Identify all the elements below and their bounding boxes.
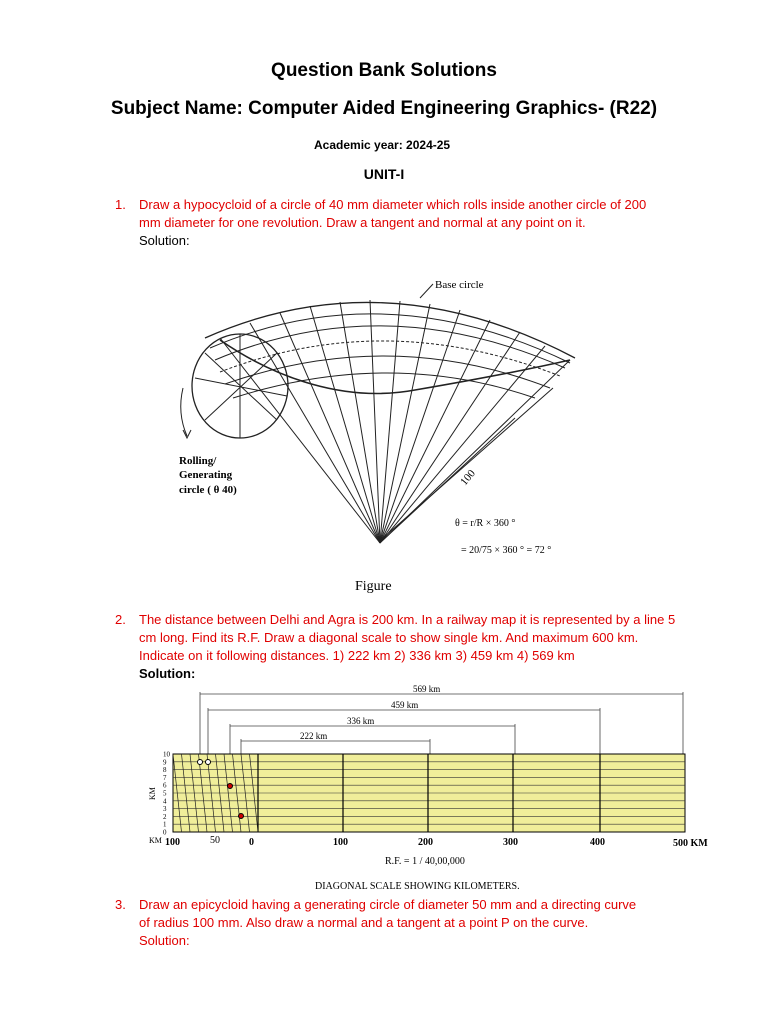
y-tick-label: 8 [163,766,167,775]
y-tick-label: 0 [163,828,167,837]
rolling-label-3: circle ( θ 40) [179,484,237,496]
question-number: 2. [115,612,126,627]
y-tick-label: 5 [163,789,167,798]
page-title: Question Bank Solutions [271,60,497,81]
dim-label-222: 222 km [300,731,328,741]
rolling-label-2: Generating [179,469,233,481]
x-tick-100-left: 100 [165,837,180,848]
x-tick-50: 50 [210,835,220,846]
question-line: Draw an epicycloid having a generating circle of diameter 50 mm and a directing curve [139,897,637,912]
question-number: 3. [115,897,126,912]
x-tick-0: 0 [249,837,254,848]
dim-label-569: 569 km [413,684,441,694]
formula-2: = 20/75 × 360 ° = 72 ° [461,545,552,556]
y-tick-label: 10 [163,750,170,759]
x-tick-100: 100 [333,837,348,848]
question-line: cm long. Find its R.F. Draw a diagonal scale to show single km. And maximum 600 km. [139,630,639,645]
y-tick-label: 6 [163,781,167,790]
question-line: Draw a hypocycloid of a circle of 40 mm diameter which rolls inside another circle of 200 [139,197,647,212]
question-number: 1. [115,197,126,212]
point-569 [198,760,203,765]
question-1 [115,196,699,250]
subject-name: Subject Name: Computer Aided Engineering Graphics- (R22) [110,98,658,119]
question-line: Indicate on it following distances. 1) 222 km 2) 336 km 3) 459 km 4) 569 km [139,648,575,663]
solution-label: Solution: [139,233,190,248]
question-3 [115,896,699,950]
point-336 [228,784,233,789]
unit-heading: UNIT-I [363,166,405,182]
x-tick-300: 300 [503,837,518,848]
formula-1: θ = r/R × 360 ° [455,518,516,529]
x-tick-500: 500 KM [673,838,708,849]
x-tick-km-left: KM [149,836,162,845]
rolling-label-1: Rolling/ [179,455,217,467]
solution-label: Solution: [139,933,190,948]
academic-year: Academic year: 2024-25 [314,138,451,152]
base-circle-label: Base circle [435,279,484,291]
radial-lines [220,300,570,543]
point-222 [239,814,244,819]
radius-label: 100 [458,467,478,488]
scale-caption: DIAGONAL SCALE SHOWING KILOMETERS. [315,881,520,892]
y-tick-label: 4 [163,797,167,806]
dim-label-459: 459 km [391,700,419,710]
solution-label: Solution: [139,666,196,681]
question-line: of radius 100 mm. Also draw a normal and a tangent at a point P on the curve. [139,915,589,930]
y-tick-label: 1 [163,820,167,829]
hypocycloid-figure [165,268,605,598]
y-tick-label: 7 [163,773,167,782]
y-tick-label: 3 [163,805,167,814]
dim-label-336: 336 km [347,716,375,726]
representative-fraction: R.F. = 1 / 40,00,000 [385,856,465,867]
question-2 [115,611,699,683]
diagonal-scale-figure [145,684,725,894]
y-tick-label: 9 [163,758,167,767]
y-axis-label: KM [148,787,157,800]
question-line: mm diameter for one revolution. Draw a tangent and normal at any point on it. [139,215,586,230]
question-line: The distance between Delhi and Agra is 200 km. In a railway map it is represented by a line 5 [139,612,676,627]
x-tick-400: 400 [590,837,605,848]
figure-caption: Figure [355,579,392,594]
point-459 [206,760,211,765]
y-tick-label: 2 [163,812,167,821]
x-tick-200: 200 [418,837,433,848]
